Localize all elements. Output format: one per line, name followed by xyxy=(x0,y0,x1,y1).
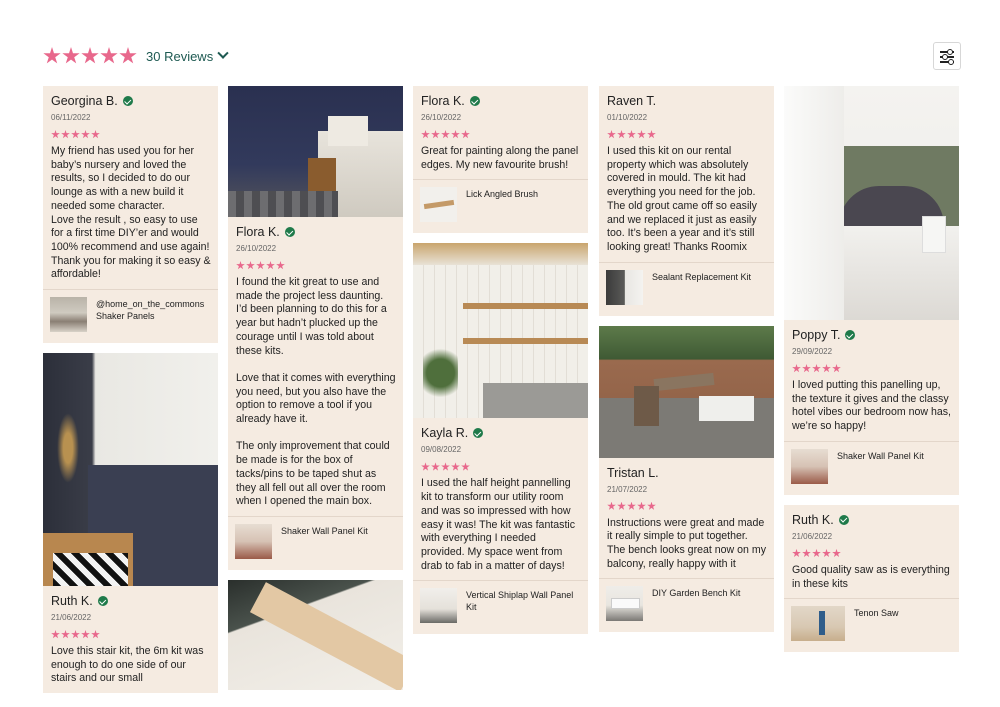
review-text: Great for painting along the panel edges. My new favourite brush! xyxy=(421,145,579,171)
review-column-2 xyxy=(228,86,403,700)
product-thumbnail[interactable] xyxy=(50,297,87,332)
review-date: 21/06/2022 xyxy=(792,531,833,541)
star-icon xyxy=(81,130,90,139)
star-icon xyxy=(802,549,811,558)
star-icon xyxy=(461,130,470,139)
reviews-count-toggle[interactable]: 30 Reviews xyxy=(146,48,214,64)
star-icon xyxy=(61,130,70,139)
review-card[interactable] xyxy=(784,505,959,652)
star-icon xyxy=(812,364,821,373)
product-thumbnail[interactable] xyxy=(606,270,643,305)
reviewer-name: Kayla R. xyxy=(421,426,469,441)
star-icon xyxy=(100,47,118,65)
review-card[interactable] xyxy=(228,580,403,690)
product-name: Lick Angled Brush xyxy=(466,189,539,200)
review-photo[interactable] xyxy=(228,580,403,690)
product-link[interactable] xyxy=(413,580,588,627)
chevron-down-icon[interactable] xyxy=(218,48,229,59)
star-icon xyxy=(607,502,616,511)
review-card[interactable] xyxy=(413,86,588,233)
review-column-1 xyxy=(43,86,218,703)
reviewer-name: Raven T. xyxy=(607,94,657,108)
review-text: I found the kit great to use and made the project less daunting. I’d been planning to do this for a year but hadn’t plucked up the courage until I was told about these kits. Love that it comes with everything you need, but you also have the option to remove a tool if you already have it. The only improvement that could be made is for the box of tacks/pins to be taped shut as they all fell out all over the room when I opened the main box. xyxy=(236,276,396,508)
product-link[interactable] xyxy=(599,262,774,309)
reviewer-name: Flora K. xyxy=(236,225,280,239)
review-stars xyxy=(236,261,396,270)
review-column-5 xyxy=(784,86,959,662)
review-photo[interactable] xyxy=(43,353,218,586)
star-icon xyxy=(461,462,470,471)
product-thumbnail[interactable] xyxy=(420,588,457,623)
star-icon xyxy=(256,261,265,270)
star-icon xyxy=(62,47,80,65)
product-thumbnail[interactable] xyxy=(791,606,845,641)
review-column-4 xyxy=(599,86,774,642)
product-link[interactable] xyxy=(228,516,403,563)
star-icon xyxy=(441,462,450,471)
verified-check-icon xyxy=(845,330,855,340)
star-icon xyxy=(451,462,460,471)
product-name: Vertical Shiplap Wall Panel Kit xyxy=(466,590,574,613)
review-card[interactable] xyxy=(599,326,774,633)
star-icon xyxy=(431,130,440,139)
star-icon xyxy=(617,502,626,511)
product-name: Shaker Wall Panel Kit xyxy=(837,450,924,461)
product-thumbnail[interactable] xyxy=(606,586,643,621)
product-name: Shaker Panels xyxy=(96,311,155,322)
overall-rating-stars xyxy=(43,47,137,65)
star-icon xyxy=(627,130,636,139)
review-text: I loved putting this panelling up, the texture it gives and the classy hotel vibes our bedroom now has, we’re so happy! xyxy=(792,379,951,433)
review-date: 06/11/2022 xyxy=(51,113,91,122)
star-icon xyxy=(51,630,60,639)
review-stars xyxy=(51,630,211,639)
product-name: Sealant Replacement Kit xyxy=(652,271,752,282)
product-link[interactable] xyxy=(784,598,959,645)
review-text: Good quality saw as is everything in these kits xyxy=(792,563,950,590)
star-icon xyxy=(792,549,801,558)
star-icon xyxy=(81,47,99,65)
review-card[interactable] xyxy=(784,86,959,495)
verified-check-icon xyxy=(285,227,295,237)
star-icon xyxy=(647,502,656,511)
review-stars xyxy=(607,502,767,511)
review-stars xyxy=(421,130,581,139)
review-text: Love this stair kit, the 6m kit was enough to do one side of our stairs and our small xyxy=(51,645,204,685)
product-name: DIY Garden Bench Kit xyxy=(652,588,741,599)
star-icon xyxy=(276,261,285,270)
star-icon xyxy=(431,462,440,471)
star-icon xyxy=(441,130,450,139)
review-photo[interactable] xyxy=(413,243,588,418)
review-card[interactable] xyxy=(43,353,218,693)
reviewer-name: Flora K. xyxy=(421,94,465,108)
reviewer-name: Ruth K. xyxy=(51,594,93,609)
star-icon xyxy=(91,630,100,639)
review-date: 01/10/2022 xyxy=(607,113,648,122)
review-text: I used the half height pannelling kit to transform our utility room and was so impressed with how easy it was! The kit was fantastic with everything I needed provided. My space went from drab to fab in a matter of days! xyxy=(421,477,576,572)
star-icon xyxy=(802,364,811,373)
verified-check-icon xyxy=(123,96,133,106)
star-icon xyxy=(51,130,60,139)
product-link[interactable] xyxy=(413,179,588,226)
star-icon xyxy=(617,130,626,139)
reviewer-name: Tristan L. xyxy=(607,465,659,480)
review-card[interactable] xyxy=(413,243,588,634)
star-icon xyxy=(421,462,430,471)
star-icon xyxy=(71,630,80,639)
review-stars xyxy=(792,549,952,558)
review-column-3 xyxy=(413,86,588,644)
review-date: 09/08/2022 xyxy=(421,445,462,455)
star-icon xyxy=(119,47,137,65)
star-icon xyxy=(627,502,636,511)
star-icon xyxy=(81,630,90,639)
verified-check-icon xyxy=(473,428,483,438)
product-link[interactable] xyxy=(599,578,774,625)
product-link[interactable] xyxy=(784,441,959,488)
star-icon xyxy=(421,130,430,139)
verified-check-icon xyxy=(98,596,108,606)
rating-summary[interactable] xyxy=(43,44,227,68)
star-icon xyxy=(812,549,821,558)
reviewer-name: Georgina B. xyxy=(51,94,118,108)
review-date: 21/07/2022 xyxy=(607,484,648,494)
product-name: Tenon Saw xyxy=(854,608,899,619)
review-card[interactable] xyxy=(228,86,403,570)
product-name: Shaker Wall Panel Kit xyxy=(281,525,368,536)
product-thumbnail[interactable] xyxy=(235,524,272,559)
review-date: 21/06/2022 xyxy=(51,613,92,623)
filter-button[interactable] xyxy=(933,42,961,70)
review-text: I used this kit on our rental property which was absolutely covered in mould. The kit had everything you need for the job. The old grout came off so easily and we replaced it just as easily too. It’s been a year and it’s still looking great! Thanks Roomix xyxy=(607,145,757,253)
star-icon xyxy=(71,130,80,139)
product-link[interactable] xyxy=(43,289,218,336)
star-icon xyxy=(822,549,831,558)
star-icon xyxy=(236,261,245,270)
star-icon xyxy=(832,364,841,373)
star-icon xyxy=(43,47,61,65)
star-icon xyxy=(822,364,831,373)
review-stars xyxy=(51,130,211,139)
review-text: Instructions were great and made it really simple to put together. The bench looks great now on my balcony, really happy with it xyxy=(607,516,766,570)
review-photo[interactable] xyxy=(228,86,403,217)
star-icon xyxy=(792,364,801,373)
star-icon xyxy=(637,502,646,511)
star-icon xyxy=(266,261,275,270)
review-stars xyxy=(421,462,581,471)
star-icon xyxy=(451,130,460,139)
star-icon xyxy=(647,130,656,139)
review-card[interactable] xyxy=(43,86,218,343)
review-stars xyxy=(607,130,767,139)
review-photo[interactable] xyxy=(599,326,774,458)
verified-check-icon xyxy=(839,515,849,525)
review-date: 29/09/2022 xyxy=(792,347,833,356)
review-date: 26/10/2022 xyxy=(236,244,277,253)
product-thumbnail[interactable] xyxy=(791,449,828,484)
reviewer-name: Poppy T. xyxy=(792,328,841,342)
review-date: 26/10/2022 xyxy=(421,113,462,122)
star-icon xyxy=(832,549,841,558)
review-text: My friend has used you for her baby’s nursery and loved the results, so I decided to do our lounge as with a new build it needed some character. Love the result , so easy to use for a first time DIY’er and would 100% recommend and use again! Thank you for making it so easy & affordable! xyxy=(51,145,211,281)
review-stars xyxy=(792,364,952,373)
review-photo[interactable] xyxy=(784,86,959,320)
verified-check-icon xyxy=(470,96,480,106)
product-handle: @home_on_the_commons xyxy=(96,299,205,310)
star-icon xyxy=(607,130,616,139)
star-icon xyxy=(246,261,255,270)
review-card[interactable] xyxy=(599,86,774,316)
star-icon xyxy=(637,130,646,139)
product-thumbnail[interactable] xyxy=(420,187,457,222)
star-icon xyxy=(61,630,70,639)
star-icon xyxy=(91,130,100,139)
reviewer-name: Ruth K. xyxy=(792,512,834,527)
